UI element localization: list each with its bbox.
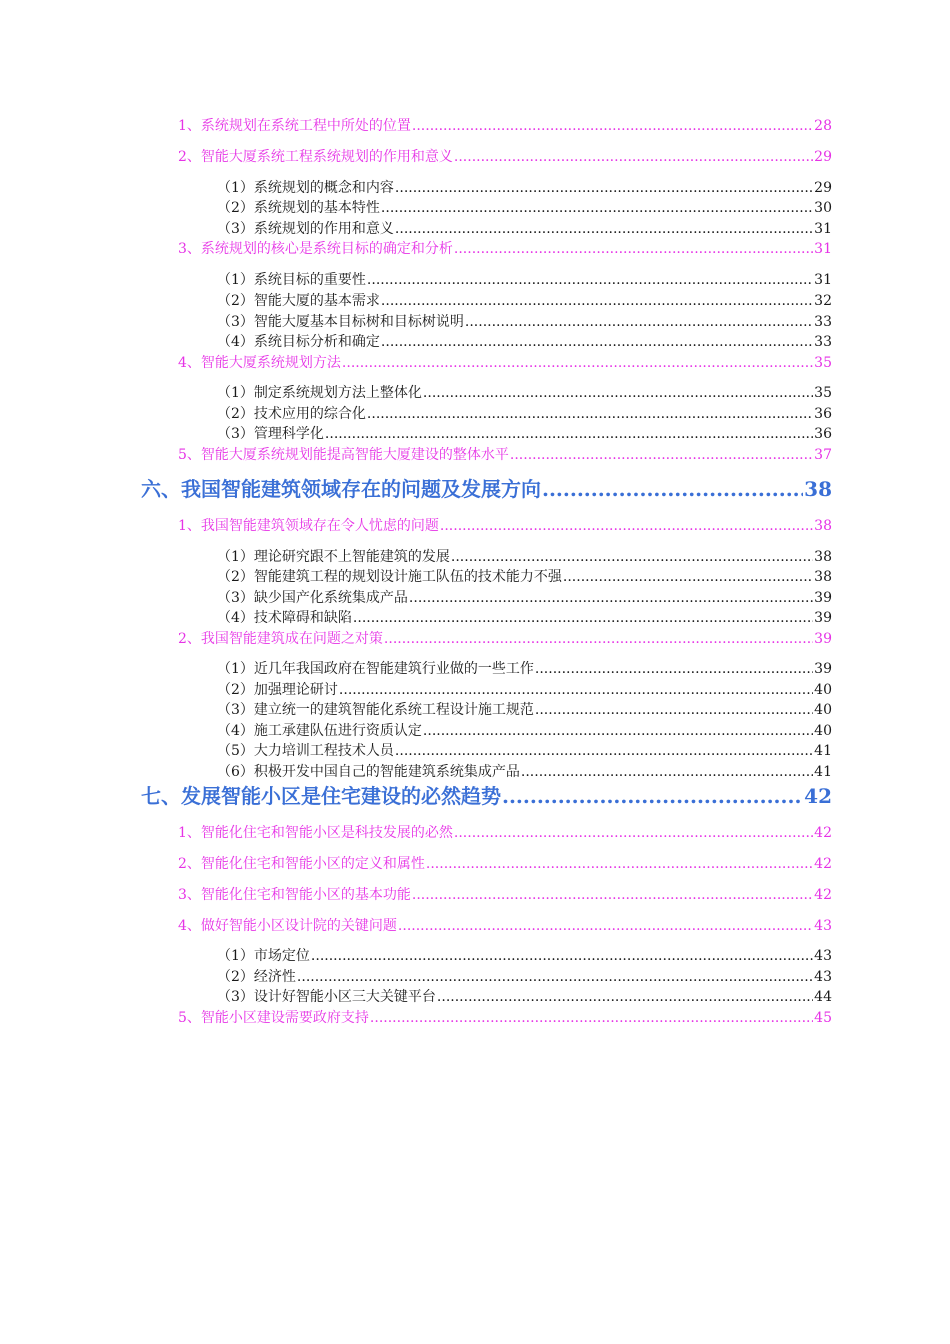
toc-entry-title: （3）管理科学化: [217, 426, 324, 442]
toc-entry-title: （1）市场定位: [217, 948, 310, 964]
toc-page-number: 42: [814, 825, 832, 841]
toc-entry-title: （4）技术障碍和缺陷: [217, 610, 352, 626]
toc-entry-level3[interactable]: [217, 947, 832, 965]
toc-page-number: 30: [814, 200, 832, 216]
toc-page-number: 33: [814, 334, 832, 350]
toc-entry-title: （2）加强理论研讨: [217, 682, 338, 698]
toc-entry-level2[interactable]: [178, 855, 832, 873]
toc-dot-leader: [409, 589, 813, 607]
toc-page-number: 38: [814, 569, 832, 585]
toc-entry-title: （2）经济性: [217, 969, 296, 985]
toc-page-number: 33: [814, 314, 832, 330]
toc-entry-level2[interactable]: [178, 354, 832, 372]
toc-entry-title: （1）理论研究跟不上智能建筑的发展: [217, 549, 450, 565]
toc-entry-level3[interactable]: [217, 701, 832, 719]
toc-entry-title: 3、系统规划的核心是系统目标的确定和分析: [178, 241, 453, 257]
toc-entry-level3[interactable]: [217, 968, 832, 986]
toc-page-number: 31: [814, 272, 832, 288]
toc-entry-level2[interactable]: [178, 148, 832, 166]
toc-dot-leader: [535, 701, 813, 719]
toc-entry-level1[interactable]: [141, 783, 832, 809]
toc-dot-leader: [563, 568, 813, 586]
toc-entry-title: （2）智能大厦的基本需求: [217, 293, 380, 309]
toc-entry-title: （1）系统目标的重要性: [217, 272, 366, 288]
toc-page-number: 41: [814, 743, 832, 759]
toc-dot-leader: [381, 199, 813, 217]
toc-dot-leader: [398, 917, 813, 935]
toc-entry-level2[interactable]: [178, 240, 832, 258]
toc-entry-level3[interactable]: [217, 742, 832, 760]
toc-entry-level3[interactable]: [217, 405, 832, 423]
toc-entry-level3[interactable]: [217, 609, 832, 627]
toc-entry-level3[interactable]: [217, 199, 832, 217]
toc-dot-leader: [542, 476, 803, 502]
toc-entry-level2[interactable]: [178, 886, 832, 904]
toc-entry-level2[interactable]: [178, 446, 832, 464]
toc-entry-title: （3）智能大厦基本目标树和目标树说明: [217, 314, 464, 330]
toc-page-number: 40: [814, 702, 832, 718]
toc-dot-leader: [465, 313, 813, 331]
toc-entry-level3[interactable]: [217, 220, 832, 238]
toc-entry-title: 4、智能大厦系统规划方法: [178, 355, 341, 371]
toc-dot-leader: [395, 220, 813, 238]
toc-page-number: 36: [814, 406, 832, 422]
toc-entry-title: （5）大力培训工程技术人员: [217, 743, 394, 759]
toc-page-number: 29: [814, 149, 832, 165]
toc-dot-leader: [367, 405, 813, 423]
toc-entry-title: （1）近几年我国政府在智能建筑行业做的一些工作: [217, 661, 534, 677]
toc-entry-level3[interactable]: [217, 681, 832, 699]
toc-dot-leader: [502, 783, 803, 809]
toc-entry-title: 4、做好智能小区设计院的关键问题: [178, 918, 397, 934]
toc-dot-leader: [437, 988, 813, 1006]
toc-entry-title: 六、我国智能建筑领域存在的问题及发展方向: [141, 477, 541, 501]
toc-dot-leader: [510, 446, 813, 464]
toc-entry-level1[interactable]: [141, 476, 832, 502]
toc-dot-leader: [367, 271, 813, 289]
toc-entry-level3[interactable]: [217, 313, 832, 331]
toc-page-number: 45: [814, 1010, 832, 1026]
toc-entry-level3[interactable]: [217, 722, 832, 740]
toc-dot-leader: [342, 354, 813, 372]
toc-dot-leader: [297, 968, 813, 986]
toc-entry-level3[interactable]: [217, 763, 832, 781]
toc-page-number: 39: [814, 610, 832, 626]
toc-page-number: 44: [814, 989, 832, 1005]
toc-page-number: 35: [814, 385, 832, 401]
toc-entry-title: 2、我国智能建筑成在问题之对策: [178, 631, 383, 647]
toc-dot-leader: [426, 855, 813, 873]
toc-entry-level2[interactable]: [178, 824, 832, 842]
toc-entry-level2[interactable]: [178, 917, 832, 935]
toc-dot-leader: [370, 1009, 813, 1027]
toc-entry-level2[interactable]: [178, 117, 832, 135]
toc-dot-leader: [454, 824, 813, 842]
toc-entry-title: 5、智能大厦系统规划能提高智能大厦建设的整体水平: [178, 447, 509, 463]
toc-entry-level3[interactable]: [217, 292, 832, 310]
toc-entry-level3[interactable]: [217, 425, 832, 443]
toc-dot-leader: [423, 722, 813, 740]
toc-dot-leader: [339, 681, 813, 699]
toc-page-number: 41: [814, 764, 832, 780]
toc-page-number: 38: [814, 518, 832, 534]
toc-entry-title: 1、我国智能建筑领域存在令人忧虑的问题: [178, 518, 439, 534]
toc-page-number: 40: [814, 682, 832, 698]
toc-entry-title: （3）设计好智能小区三大关键平台: [217, 989, 436, 1005]
toc-dot-leader: [353, 609, 813, 627]
toc-page-number: 39: [814, 631, 832, 647]
toc-dot-leader: [451, 548, 813, 566]
toc-entry-level3[interactable]: [217, 271, 832, 289]
toc-page-number: 29: [814, 180, 832, 196]
toc-entry-level3[interactable]: [217, 384, 832, 402]
toc-page-number: 43: [814, 948, 832, 964]
toc-page-number: 32: [814, 293, 832, 309]
toc-page-number: 43: [814, 918, 832, 934]
toc-page-number: 42: [814, 856, 832, 872]
toc-entry-level3[interactable]: [217, 179, 832, 197]
toc-entry-level3[interactable]: [217, 988, 832, 1006]
toc-page-number: 38: [814, 549, 832, 565]
toc-page-number: 38: [804, 477, 832, 501]
toc-page-number: 28: [814, 118, 832, 134]
toc-dot-leader: [395, 742, 813, 760]
toc-dot-leader: [423, 384, 813, 402]
toc-entry-title: （4）系统目标分析和确定: [217, 334, 380, 350]
toc-dot-leader: [535, 660, 813, 678]
toc-page-number: 42: [814, 887, 832, 903]
toc-page-number: 39: [814, 661, 832, 677]
toc-dot-leader: [440, 517, 813, 535]
toc-entry-title: 1、系统规划在系统工程中所处的位置: [178, 118, 411, 134]
toc-entry-level3[interactable]: [217, 660, 832, 678]
toc-page-number: 40: [814, 723, 832, 739]
toc-dot-leader: [381, 292, 813, 310]
toc-entry-title: （6）积极开发中国自己的智能建筑系统集成产品: [217, 764, 520, 780]
toc-entry-level3[interactable]: [217, 548, 832, 566]
toc-dot-leader: [454, 240, 813, 258]
toc-dot-leader: [395, 179, 813, 197]
toc-page-number: 31: [814, 241, 832, 257]
toc-page-number: 43: [814, 969, 832, 985]
toc-entry-title: （3）缺少国产化系统集成产品: [217, 590, 408, 606]
toc-entry-level3[interactable]: [217, 333, 832, 351]
toc-dot-leader: [311, 947, 813, 965]
toc-dot-leader: [412, 886, 813, 904]
toc-page-number: 35: [814, 355, 832, 371]
toc-page-number: 37: [814, 447, 832, 463]
toc-entry-title: （4）施工承建队伍进行资质认定: [217, 723, 422, 739]
toc-dot-leader: [325, 425, 813, 443]
toc-dot-leader: [521, 763, 813, 781]
toc-entry-level2[interactable]: [178, 517, 832, 535]
toc-entry-title: 1、智能化住宅和智能小区是科技发展的必然: [178, 825, 453, 841]
toc-entry-title: 3、智能化住宅和智能小区的基本功能: [178, 887, 411, 903]
toc-entry-title: （2）智能建筑工程的规划设计施工队伍的技术能力不强: [217, 569, 562, 585]
toc-page-number: 36: [814, 426, 832, 442]
toc-entry-title: （2）技术应用的综合化: [217, 406, 366, 422]
toc-entry-title: 5、智能小区建设需要政府支持: [178, 1010, 369, 1026]
toc-entry-title: （1）制定系统规划方法上整体化: [217, 385, 422, 401]
toc-entry-title: 七、发展智能小区是住宅建设的必然趋势: [141, 784, 501, 808]
toc-entry-title: 2、智能大厦系统工程系统规划的作用和意义: [178, 149, 453, 165]
toc-dot-leader: [454, 148, 813, 166]
toc-entry-level2[interactable]: [178, 630, 832, 648]
toc-page-number: 42: [804, 784, 832, 808]
toc-entry-title: （1）系统规划的概念和内容: [217, 180, 394, 196]
toc-dot-leader: [384, 630, 813, 648]
toc-dot-leader: [412, 117, 813, 135]
toc-page-number: 31: [814, 221, 832, 237]
toc-entry-title: （3）建立统一的建筑智能化系统工程设计施工规范: [217, 702, 534, 718]
toc-entry-title: 2、智能化住宅和智能小区的定义和属性: [178, 856, 425, 872]
toc-entry-level3[interactable]: [217, 589, 832, 607]
toc-entry-title: （3）系统规划的作用和意义: [217, 221, 394, 237]
toc-entry-title: （2）系统规划的基本特性: [217, 200, 380, 216]
toc-page-number: 39: [814, 590, 832, 606]
toc-entry-level3[interactable]: [217, 568, 832, 586]
toc-dot-leader: [381, 333, 813, 351]
toc-entry-level2[interactable]: [178, 1009, 832, 1027]
